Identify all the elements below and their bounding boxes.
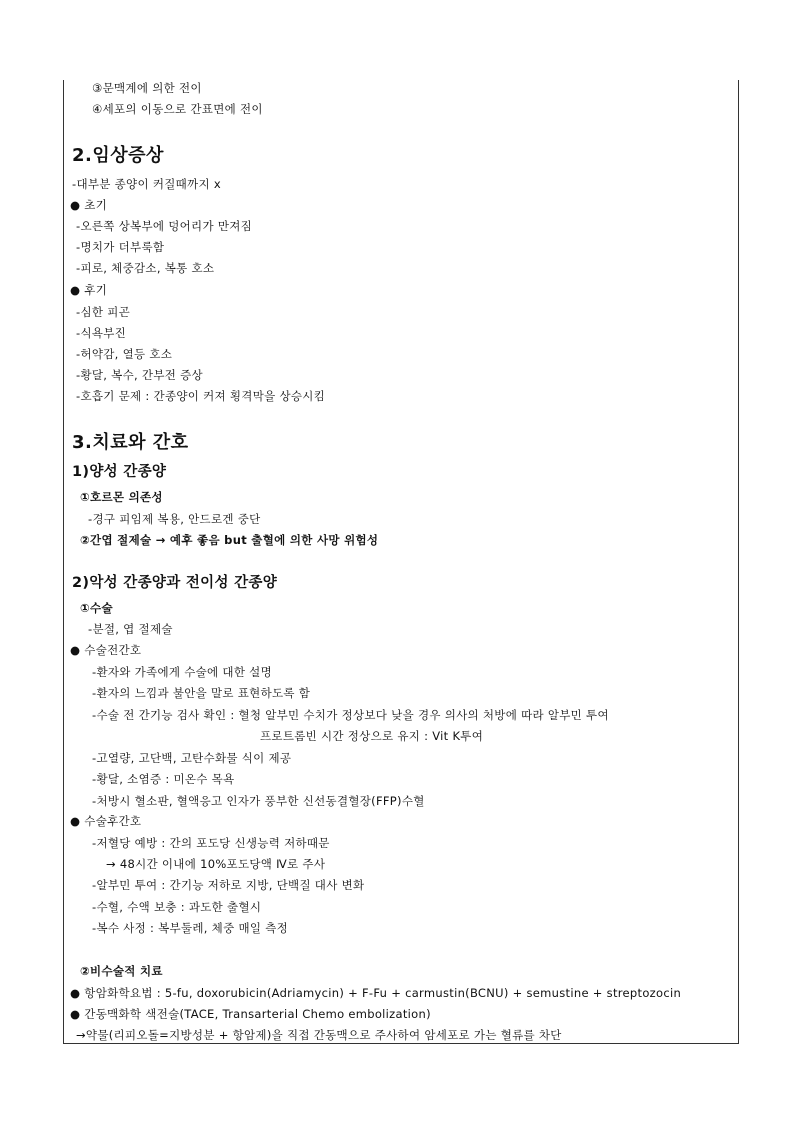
text-line: -수술 전 간기능 검사 확인 : 혈청 알부민 수치가 정상보다 낮을 경우 의사의 처방에 따라 알부민 투여 [92,708,609,722]
text-line: -호흡기 문제 : 간종양이 커져 횡격막을 상승시킴 [76,389,326,403]
text-line: → 48시간 이내에 10%포도당액 Ⅳ로 주사 [106,857,326,871]
subsection-heading: 1)양성 간종양 [72,464,167,480]
section-heading: 2.임상증상 [72,145,164,166]
text-line: 프로트롬빈 시간 정상으로 유지 : Vit K투여 [260,729,484,743]
text-line: -피로, 체중감소, 복통 호소 [76,261,215,275]
bullet-line: ● 초기 [70,198,108,212]
text-line: -환자와 가족에게 수술에 대한 설명 [92,665,272,679]
text-line: -심한 피곤 [76,305,131,319]
text-line: -복수 사정 : 복부둘레, 체중 매일 측정 [92,921,289,935]
text-line: -알부민 투여 : 간기능 저하로 지방, 단백질 대사 변화 [92,878,365,892]
bullet-line: ● 항암화학요법 : 5-fu, doxorubicin(Adriamycin) + F-Fu + carmustin(BCNU) + semustine + streptozocin [70,986,682,1000]
text-line: -환자의 느낌과 불안을 말로 표현하도록 함 [92,686,311,700]
subsection-heading: 2)악성 간종양과 전이성 간종양 [72,575,278,591]
text-line: -처방시 혈소판, 혈액응고 인자가 풍부한 신선동결혈장(FFP)수혈 [92,794,425,808]
text-line: →약물(리피오돌=지방성분 + 항암제)을 직접 간동맥으로 주사하여 암세포로 가는 혈류를 차단 [76,1028,562,1042]
text-line: -허약감, 열등 호소 [76,347,173,361]
item-heading: ①호르몬 의존성 [80,490,163,504]
bullet-line: ● 수술전간호 [70,643,142,657]
section-heading: 3.치료와 간호 [72,432,189,453]
item-heading: ②간엽 절제술 → 예후 좋음 but 출혈에 의한 사망 위험성 [80,533,379,547]
bullet-line: ● 후기 [70,283,108,297]
text-line: -대부분 종양이 커질때까지 x [72,177,221,191]
bullet-line: ● 간동맥화학 색전술(TACE, Transarterial Chemo embolization) [70,1007,431,1021]
item-heading: ①수술 [80,601,113,615]
text-line: -분절, 엽 절제술 [88,622,173,636]
text-line: ④세포의 이동으로 간표면에 전이 [92,102,263,116]
text-line: -황달, 복수, 간부전 증상 [76,368,203,382]
text-line: ③문맥계에 의한 전이 [92,81,202,95]
text-line: -수혈, 수액 보충 : 과도한 출혈시 [92,900,262,914]
bullet-line: ● 수술후간호 [70,814,142,828]
text-line: -황달, 소염증 : 미온수 목욕 [92,772,235,786]
text-line: -식욕부진 [76,326,127,340]
text-line: -고열량, 고단백, 고탄수화물 식이 제공 [92,751,292,765]
text-line: -저혈당 예방 : 간의 포도당 신생능력 저하때문 [92,836,330,850]
item-heading: ②비수술적 치료 [80,964,163,978]
text-line: -명치가 더부룩함 [76,240,165,254]
text-line: -오른쪽 상복부에 덩어리가 만져짐 [76,219,253,233]
text-line: -경구 피임제 복용, 안드로겐 중단 [88,512,261,526]
